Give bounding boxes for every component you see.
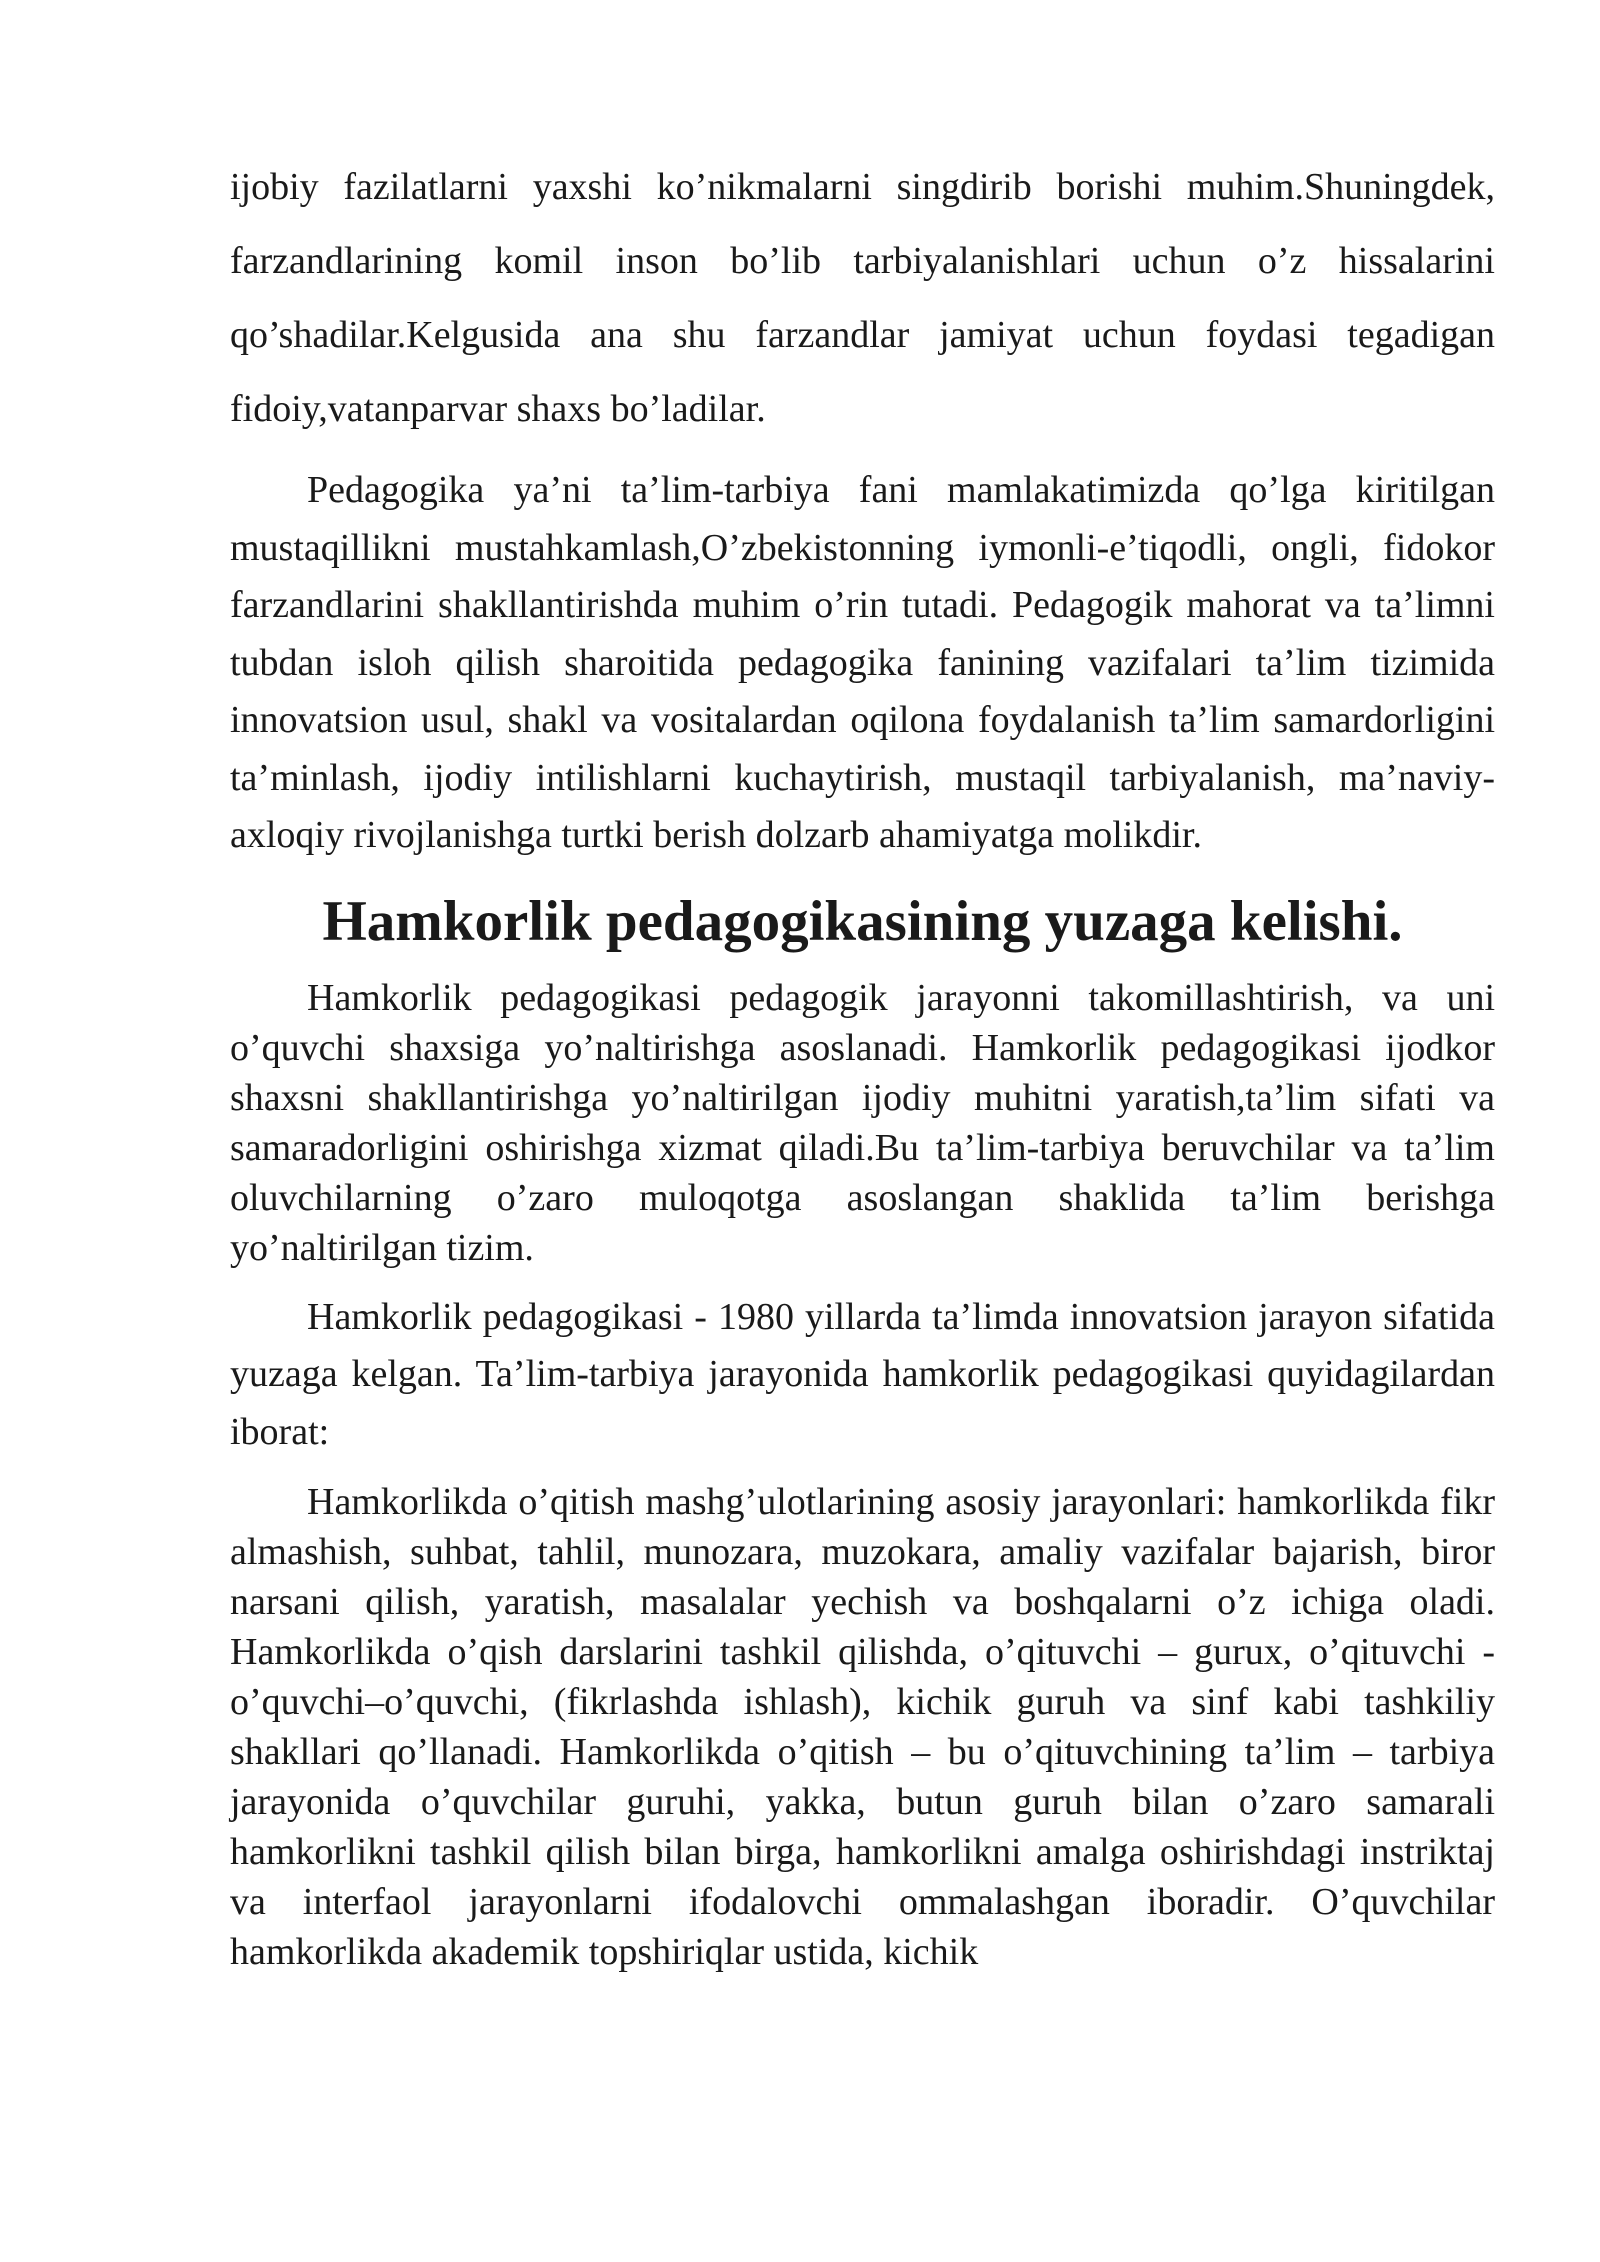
paragraph-hamkorlik-process: Hamkorlikda o’qitish mashg’ulotlarining asosiy jarayonlari: hamkorlikda fikr almashish, suhbat, tahlil, munozara, muzokara, amaliy vazifalar bajarish, biror narsani qilish, yaratish, masalalar yechish va boshqalarni o’z ichiga oladi. Hamkorlikda o’qish darslarini tashkil qilishda, o’qituvchi – gurux, o’qituvchi -o’quvchi–o’quvchi, (fikrlashda ishlash), kichik guruh va sinf kabi tashkiliy shakllari qo’llanadi. Hamkorlikda o’qitish – bu o’qituvchining ta’lim – tarbiya jarayonida o’quvchilar guruhi, yakka, butun guruh bilan o’zaro samarali hamkorlikni tashkil qilish bilan birga, hamkorlikni amalga oshirishdagi instriktaj va interfaol jarayonlarni ifodalovchi ommalashgan iboradir. O’quvchilar hamkorlikda akademik topshiriqlar ustida, kichik [230,1481,1495,1973]
section-heading: Hamkorlik pedagogikasining yuzaga kelishi. [322,889,1403,953]
paragraph-hamkorlik-history: Hamkorlik pedagogikasi - 1980 yillarda ta’limda innovatsion jarayon sifatida yuzaga kelgan. Ta’lim-tarbiya jarayonida hamkorlik pedagogikasi quyidagilardan iborat: [230,1295,1495,1453]
paragraph-hamkorlik-definition: Hamkorlik pedagogikasi pedagogik jarayonni takomillashtirish, va uni o’quvchi shaxsiga yo’naltirishga asoslanadi. Hamkorlik pedagogikasi ijodkor shaxsni shakllantirishga yo’naltirilgan ijodiy muhitni yaratish,ta’lim sifati va samaradorligini oshirishga xizmat qiladi.Bu ta’lim-tarbiya beruvchilar va ta’lim oluvchilarning o’zaro muloqotga asoslangan shaklida ta’lim berishga yo’naltirilgan tizim. [230,976,1495,1269]
document-page [230,150,1495,1977]
paragraph-pedagogika: Pedagogika ya’ni ta’lim-tarbiya fani mamlakatimizda qo’lga kiritilgan mustaqillikni mustahkamlash,O’zbekistonning iymonli-e’tiqodli, ongli, fidokor farzandlarini shakllantirishda muhim o’rin tutadi. Pedagogik mahorat va ta’limni tubdan isloh qilish sharoitida pedagogika fanining vazifalari ta’lim tizimida innovatsion usul, shakl va vositalardan oqilona foydalanish ta’lim samardorligini ta’minlash, ijodiy intilishlarni kuchaytirish, mustaqil tarbiyalanish, ma’naviy-axloqiy rivojlanishga turtki berish dolzarb ahamiyatga molikdir. [230,469,1495,856]
paragraph-intro-continuation: ijobiy fazilatlarni yaxshi ko’nikmalarni singdirib borishi muhim.Shuningdek, farzandlarining komil inson bo’lib tarbiyalanishlari uchun o’z hissalarini qo’shadilar.Kelgusida ana shu farzandlar jamiyat uchun foydasi tegadigan fidoiy,vatanparvar shaxs bo’ladilar. [230,166,1495,430]
